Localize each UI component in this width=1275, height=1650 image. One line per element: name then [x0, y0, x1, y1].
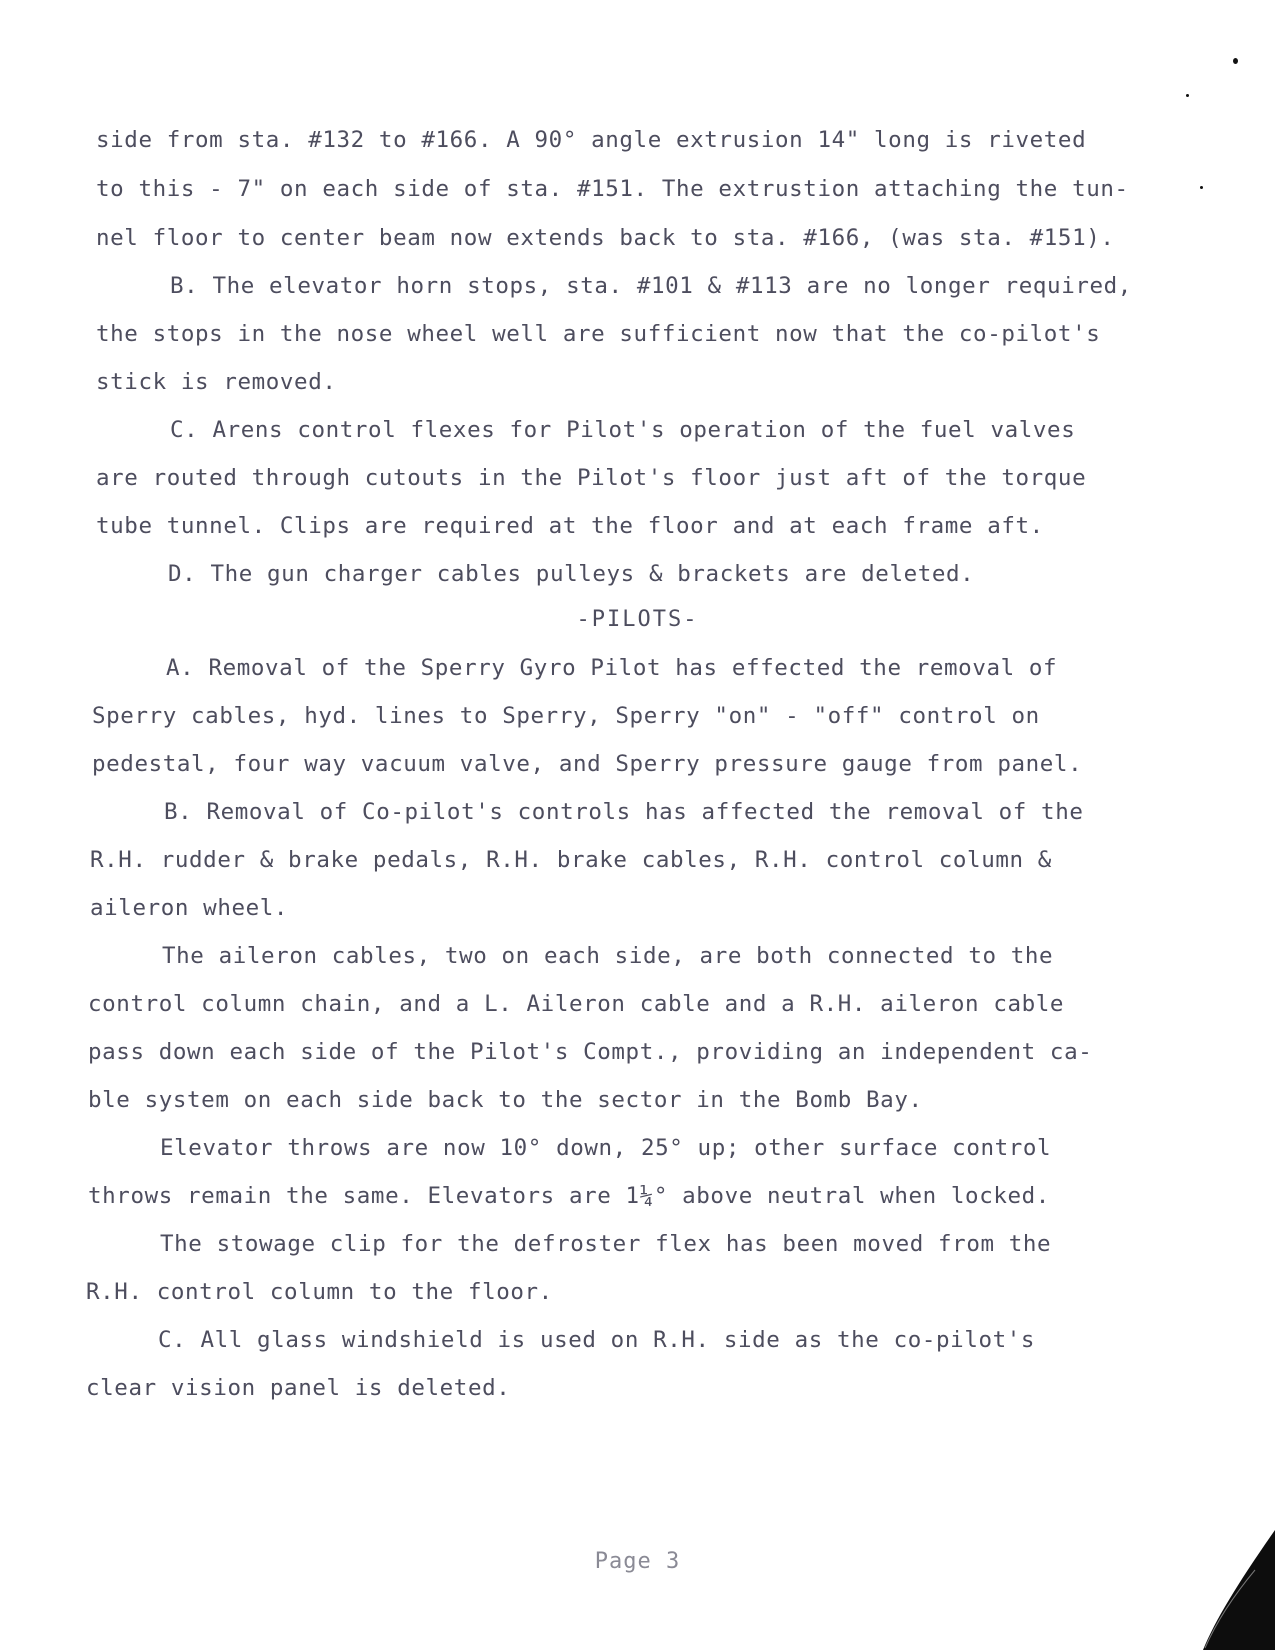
text-line-24: R.H. control column to the floor.	[86, 1279, 553, 1305]
text-line-6: stick is removed.	[96, 369, 337, 395]
text-line-13: pedestal, four way vacuum valve, and Sperry pressure gauge from panel.	[92, 751, 1083, 777]
text-line-20: ble system on each side back to the sector in the Bomb Bay.	[88, 1087, 923, 1113]
text-line-19: pass down each side of the Pilot's Compt., providing an independent ca-	[88, 1039, 1093, 1065]
scan-speck	[1233, 58, 1238, 64]
text-line-23: The stowage clip for the defroster flex has been moved from the	[160, 1231, 1052, 1257]
text-line-3: nel floor to center beam now extends back to sta. #166, (was sta. #151).	[96, 225, 1115, 251]
text-line-5: the stops in the nose wheel well are sufficient now that the co-pilot's	[96, 321, 1101, 347]
text-line-12: Sperry cables, hyd. lines to Sperry, Sperry "on" - "off" control on	[92, 703, 1040, 729]
scan-speck	[1200, 186, 1203, 189]
scan-speck	[1186, 94, 1189, 97]
text-line-22: throws remain the same. Elevators are 1¼° above neutral when locked.	[88, 1183, 1050, 1209]
text-line-4: B. The elevator horn stops, sta. #101 & #113 are no longer required,	[170, 273, 1132, 299]
text-line-14: B. Removal of Co-pilot's controls has affected the removal of the	[164, 799, 1084, 825]
text-line-17: The aileron cables, two on each side, are both connected to the	[162, 943, 1054, 969]
text-line-25: C. All glass windshield is used on R.H. side as the co-pilot's	[158, 1327, 1036, 1353]
text-line-10: D. The gun charger cables pulleys & brackets are deleted.	[168, 561, 975, 587]
text-line-1: side from sta. #132 to #166. A 90° angle extrusion 14" long is riveted	[96, 127, 1087, 153]
text-line-21: Elevator throws are now 10° down, 25° up; other surface control	[160, 1135, 1052, 1161]
text-line-8: are routed through cutouts in the Pilot's floor just aft of the torque	[96, 465, 1087, 491]
text-line-7: C. Arens control flexes for Pilot's operation of the fuel valves	[170, 417, 1076, 443]
text-line-9: tube tunnel. Clips are required at the floor and at each frame aft.	[96, 513, 1044, 539]
page-number: Page 3	[594, 1549, 681, 1574]
page-corner-curl	[1185, 1530, 1275, 1650]
section-heading: -PILOTS-	[576, 607, 699, 632]
text-line-26: clear vision panel is deleted.	[86, 1375, 511, 1401]
text-line-2: to this - 7" on each side of sta. #151. The extrustion attaching the tun-	[96, 176, 1129, 202]
text-line-16: aileron wheel.	[90, 895, 289, 921]
text-line-15: R.H. rudder & brake pedals, R.H. brake cables, R.H. control column &	[90, 847, 1052, 873]
text-line-18: control column chain, and a L. Aileron cable and a R.H. aileron cable	[88, 991, 1065, 1017]
text-line-11: A. Removal of the Sperry Gyro Pilot has effected the removal of	[166, 655, 1058, 681]
